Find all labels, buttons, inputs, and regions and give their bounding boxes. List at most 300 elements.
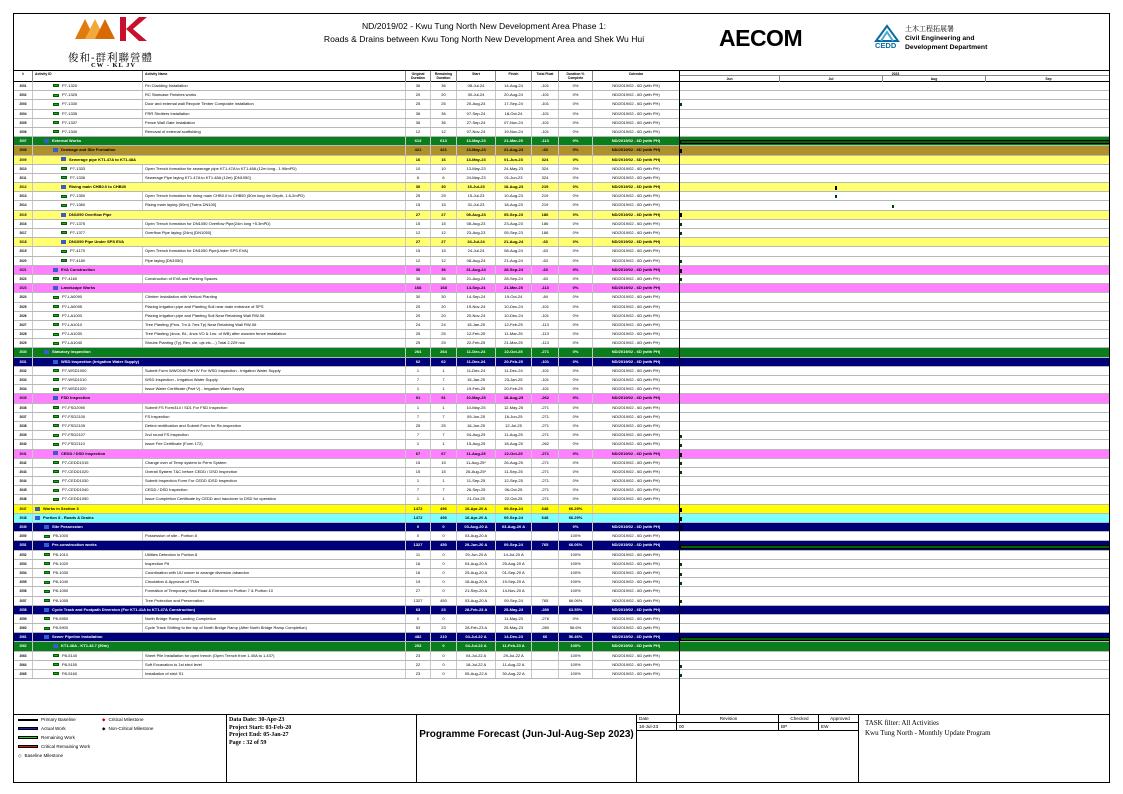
row-number: 2048 [14, 514, 33, 522]
title-line-1: ND/2019/02 - Kwu Tung North New Development Area Phase 1: [361, 21, 607, 31]
finish-date: 09-Sep-24 [496, 514, 532, 522]
activity-icon [53, 296, 59, 299]
percent-complete: 0% [559, 486, 593, 494]
finish-date: 09-Sep-24 [496, 505, 532, 513]
activity-name: Rising main laying (50m) [Twins DN100] [143, 201, 406, 209]
row-number: 2064 [14, 661, 33, 669]
original-duration: 482 [406, 633, 431, 641]
original-duration: 67 [406, 450, 431, 458]
total-float: -101 [532, 376, 559, 384]
total-float: -63 [532, 238, 559, 246]
activity-icon [53, 378, 59, 381]
percent-complete: 0% [559, 321, 593, 329]
activity-id-text: Portion 8 - Roads & Drains [43, 514, 94, 520]
col-total-float[interactable]: Total Float [532, 71, 559, 82]
percent-complete: 63.55% [559, 606, 593, 614]
activity-icon [44, 562, 50, 565]
percent-complete: 0% [559, 431, 593, 439]
finish-date: 12-Sep-25 [496, 477, 532, 485]
row-number: 2017 [14, 229, 33, 237]
start-date: 13-May-23 [457, 165, 496, 173]
activity-id-text: P7-CEDD1050 [62, 496, 89, 502]
activity-id-text: P7-4170 [70, 248, 86, 254]
col-remaining-duration[interactable]: Remaining Duration [431, 71, 457, 82]
activity-icon [53, 424, 59, 427]
timeline-month-jun: Jun [680, 76, 780, 82]
summary-bar[interactable] [680, 453, 682, 457]
percent-complete: 100% [559, 569, 593, 577]
summary-bar[interactable] [680, 149, 682, 153]
calendar: ND/2019/02 - 6D (with PH) [593, 303, 680, 311]
activity-icon [53, 489, 59, 492]
finish-date: 03-Aug-20 A [496, 523, 532, 531]
legend-label: Non-Critical Milestone [108, 726, 154, 731]
activity-name: CEDD / DSD Inspection [143, 486, 406, 494]
calendar: ND/2019/02 - 6D (with PH) [593, 100, 680, 108]
calendar: ND/2019/02 - 6D (with PH) [593, 348, 680, 356]
activity-name [143, 211, 406, 219]
percent-complete: 0% [559, 358, 593, 366]
total-float: -113 [532, 339, 559, 347]
wbs-icon [44, 350, 49, 354]
remaining-duration: 6 [431, 174, 457, 182]
finish-date: 12-May-25 [496, 404, 532, 412]
activity-bar[interactable] [680, 582, 682, 585]
total-float: -271 [532, 404, 559, 412]
finish-date: 11-May-23 [496, 615, 532, 623]
original-duration: 168 [406, 284, 431, 292]
calendar [593, 505, 680, 513]
start-date: 04-Jul-22 A [457, 642, 496, 650]
wbs-icon [44, 525, 49, 529]
percent-complete: 0% [559, 183, 593, 191]
activity-id-text: P8-5160 [62, 671, 78, 676]
activity-bar[interactable] [680, 462, 682, 465]
activity-id-text: P7-LA0090 [62, 294, 83, 300]
remaining-duration: 613 [431, 137, 457, 145]
total-float: -113 [532, 321, 559, 329]
activity-bar[interactable] [680, 674, 682, 677]
summary-bar[interactable] [680, 508, 682, 512]
activity-id [33, 551, 143, 559]
activity-id [33, 624, 143, 632]
activity-icon [61, 231, 67, 234]
original-duration: 36 [406, 275, 431, 283]
original-duration: 1472 [406, 505, 431, 513]
activity-bar[interactable] [680, 444, 682, 447]
summary-bar[interactable] [680, 269, 682, 273]
activity-id [33, 642, 143, 650]
start-date: 21-Aug-24 [457, 266, 496, 274]
calendar: ND/2019/02 - 6D (with PH) [593, 146, 680, 154]
finish-date: 21-Aug-24 [496, 238, 532, 246]
activity-icon [53, 461, 59, 464]
remaining-duration: 7 [431, 413, 457, 421]
remaining-duration: 0 [431, 551, 457, 559]
row-number: 2016 [14, 220, 33, 228]
summary-bar[interactable] [835, 186, 837, 190]
wbs-icon [53, 644, 58, 648]
percent-complete: 100% [559, 551, 593, 559]
activity-bar[interactable] [680, 435, 682, 438]
percent-complete: 0% [559, 394, 593, 402]
start-date: 28-Feb-23 A [457, 606, 496, 614]
start-date: 14-Sep-24 [457, 284, 496, 292]
activity-id-text: P7-CEDD1015 [62, 459, 89, 465]
calendar: ND/2019/02 - 6D (with PH) [593, 211, 680, 219]
calendar: ND/2019/02 - 6D (with PH) [593, 229, 680, 237]
percent-complete: 0% [559, 100, 593, 108]
calendar: ND/2019/02 - 6D (with PH) [593, 201, 680, 209]
remaining-duration: 12 [431, 257, 457, 265]
percent-complete: 0% [559, 495, 593, 503]
calendar: ND/2019/02 - 6D (with PH) [593, 321, 680, 329]
activity-bar[interactable] [680, 563, 682, 566]
activity-id-text: P7-1360 [70, 202, 86, 208]
diamond-outline-icon: ◇ [18, 753, 22, 758]
activity-id [33, 486, 143, 494]
activity-id [33, 165, 143, 173]
activity-id [33, 606, 196, 614]
activity-id [33, 211, 143, 219]
remaining-duration: 450 [431, 541, 457, 549]
activity-icon [53, 672, 59, 675]
start-date: 19-Nov-24 [457, 303, 496, 311]
percent-complete: 0% [559, 615, 593, 623]
activity-icon [44, 599, 50, 602]
total-float: -101 [532, 119, 559, 127]
activity-icon [53, 94, 59, 97]
remaining-duration: 30 [431, 183, 457, 191]
start-date: 05-Aug-22 A [457, 670, 496, 678]
start-date [457, 615, 496, 623]
activity-name [143, 505, 406, 513]
summary-bar[interactable] [680, 545, 1110, 549]
activity-bar[interactable] [835, 195, 837, 198]
activity-id-text: P8-1010 [53, 551, 69, 557]
activity-icon [53, 369, 59, 372]
calendar: ND/2019/02 - 6D (with PH) [593, 642, 680, 650]
activity-id-text: P8-5900 [53, 625, 69, 631]
remaining-duration: 20 [431, 91, 457, 99]
remaining-duration: 0 [431, 523, 457, 531]
calendar: ND/2019/02 - 6D (with PH) [593, 523, 680, 531]
finish-date: 29-Jul-22 A [496, 652, 532, 660]
finish-date: 20-Feb-25 [496, 358, 532, 366]
remaining-duration: 496 [431, 505, 457, 513]
original-duration: 16 [406, 569, 431, 577]
total-float: -113 [532, 284, 559, 292]
start-date: 30-Jul-24 [457, 91, 496, 99]
activity-bar[interactable] [680, 103, 682, 106]
summary-bar[interactable] [680, 637, 1110, 641]
activity-bar[interactable] [680, 260, 682, 263]
activity-name [143, 348, 406, 356]
remaining-duration: 1 [431, 440, 457, 448]
col-original-duration[interactable]: Original Duration [406, 71, 431, 82]
finish-date: 11-Dec-24 [496, 367, 532, 375]
legend-label: Critical Milestone [108, 717, 144, 722]
original-duration: 19 [406, 578, 431, 586]
legend-swatch-icon [18, 719, 38, 721]
logo-cn-text: 俊和-群利聯營體 [68, 52, 154, 64]
cedd-logo [874, 23, 1014, 59]
activity-name: Open Trench formation for rising main CHB0.0 to CHB50 (50m long 4m Depth, 1.6-2mPD) [143, 192, 406, 200]
wbs-icon [35, 507, 40, 511]
finish-date: 26-Aug-25 [496, 459, 532, 467]
percent-complete: 56.6% [559, 624, 593, 632]
activity-id [33, 450, 143, 458]
original-duration: 11 [406, 551, 431, 559]
remaining-duration: 20 [431, 312, 457, 320]
col-calendar[interactable]: Calendar [593, 71, 680, 82]
wbs-icon [44, 543, 49, 547]
activity-name: Placing irrigation pipe and Planting Soil Near Retaining Wall RW-06 [143, 312, 406, 320]
percent-complete: 0% [559, 119, 593, 127]
row-number: 2036 [14, 404, 33, 412]
activity-id-text: P8-1055 [53, 597, 69, 603]
start-date: 21-Sep-20 A [457, 587, 496, 595]
activity-icon [53, 314, 59, 317]
summary-bar[interactable] [680, 213, 682, 217]
row-number: 2060 [14, 624, 33, 632]
activity-bar[interactable] [680, 232, 682, 235]
remaining-duration: 450 [431, 597, 457, 605]
calendar: ND/2019/02 - 6D (with PH) [593, 532, 680, 540]
finish-date: 11-Feb-23 A [496, 642, 532, 650]
rev-h-date: Date [637, 715, 677, 722]
col-duration-complete[interactable]: Duration % Complete [559, 71, 593, 82]
total-float: -63 [532, 275, 559, 283]
start-date: 21-Aug-24 [457, 275, 496, 283]
percent-complete: 0% [559, 477, 593, 485]
activity-id [33, 569, 143, 577]
activity-bar[interactable] [680, 665, 682, 668]
activity-icon [53, 654, 59, 657]
percent-complete: 0% [559, 413, 593, 421]
finish-date: 10-Aug-23 [496, 192, 532, 200]
activity-name: Possession of site - Portion 8 [143, 532, 406, 540]
activity-id-text: P8-5150 [62, 661, 78, 667]
activity-id-text: P7-1320 [62, 83, 78, 88]
schedule-page [13, 13, 1110, 783]
remaining-duration: 36 [431, 275, 457, 283]
total-float: 324 [532, 165, 559, 173]
start-date: 20-Aug-24 [457, 100, 496, 108]
remaining-duration: 210 [431, 633, 457, 641]
activity-bar[interactable] [680, 600, 682, 603]
summary-bar[interactable] [680, 517, 682, 521]
calendar: ND/2019/02 - 6D (with PH) [593, 560, 680, 568]
col-start[interactable]: Start [457, 71, 496, 82]
activity-id [33, 578, 143, 586]
percent-complete: 100% [559, 670, 593, 678]
total-float: -101 [532, 128, 559, 136]
original-duration: 36 [406, 82, 431, 90]
remaining-duration: 0 [431, 587, 457, 595]
calendar: ND/2019/02 - 6D (with PH) [593, 597, 680, 605]
activity-icon [53, 443, 59, 446]
activity-id [33, 192, 143, 200]
activity-name: Defect rectification and Submit Form for Re-inspection [143, 422, 406, 430]
activity-id [33, 229, 143, 237]
total-float: 186 [532, 229, 559, 237]
rev-number: 00 [677, 723, 779, 730]
original-duration: 30 [406, 293, 431, 301]
start-date: 15-Jan-25 [457, 321, 496, 329]
activity-id [33, 119, 143, 127]
finish-date: 25-Aug-20 A [496, 560, 532, 568]
activity-bar[interactable] [680, 223, 682, 226]
start-date: 11-Dec-24 [457, 358, 496, 366]
activity-icon [44, 571, 50, 574]
row-number: 2014 [14, 201, 33, 209]
percent-complete: 0% [559, 385, 593, 393]
activity-bar[interactable] [680, 471, 682, 474]
activity-icon [53, 277, 59, 280]
row-number: 2061 [14, 633, 33, 641]
activity-id-text: P8-1030 [53, 569, 69, 575]
start-date: 11-Dec-24 [457, 367, 496, 375]
activity-icon [44, 617, 50, 620]
col-num: # [14, 71, 33, 82]
timeline-month-sep: Sep [1045, 77, 1052, 81]
original-duration: 7 [406, 486, 431, 494]
original-duration: 7 [406, 376, 431, 384]
row-number: 2056 [14, 587, 33, 595]
total-float: -271 [532, 431, 559, 439]
original-duration: 0 [406, 532, 431, 540]
row-number: 2040 [14, 440, 33, 448]
original-duration: 23 [406, 652, 431, 660]
calendar: ND/2019/02 - 6D (with PH) [593, 247, 680, 255]
calendar: ND/2019/02 - 6D (with PH) [593, 587, 680, 595]
finish-date: 18-Aug-25 [496, 394, 532, 402]
percent-complete: 0% [559, 312, 593, 320]
activity-icon [53, 434, 59, 437]
activity-id [33, 100, 143, 108]
percent-complete: 0% [559, 348, 593, 356]
remaining-duration: 1 [431, 385, 457, 393]
original-duration: 12 [406, 257, 431, 265]
legend-remaining-work [18, 735, 75, 740]
activity-id [33, 82, 143, 90]
remaining-duration: 264 [431, 348, 457, 356]
rev-h-checked: Checked [779, 715, 819, 722]
remaining-duration: 7 [431, 431, 457, 439]
col-activity-id[interactable]: Activity ID [33, 71, 143, 82]
activity-name: Utilities Detection in Portion 8 [143, 551, 406, 559]
percent-complete: 0% [559, 165, 593, 173]
activity-id-text: P7-FSD2107 [62, 432, 86, 438]
original-duration: 613 [406, 137, 431, 145]
activity-bar[interactable] [892, 205, 894, 208]
start-date: 08-Aug-24 [457, 257, 496, 265]
activity-name: Construction of EVA and Parking Spaces [143, 275, 406, 283]
activity-icon [53, 130, 59, 133]
calendar: ND/2019/02 - 6D (with PH) [593, 330, 680, 338]
start-date: 20-Nov-24 [457, 312, 496, 320]
total-float: -271 [532, 413, 559, 421]
total-float [532, 523, 559, 531]
activity-name: 2nd round FS Inspection [143, 431, 406, 439]
start-date: 08-Jul-24 [457, 82, 496, 90]
activity-id-text: P7-1337 [62, 119, 78, 125]
start-date: 26-Sep-25 [457, 486, 496, 494]
activity-bar[interactable] [680, 278, 682, 281]
remaining-duration: 15 [431, 201, 457, 209]
start-date: 31-Jul-23 [457, 201, 496, 209]
total-float [532, 569, 559, 577]
original-duration: 1327 [406, 597, 431, 605]
remaining-duration: 0 [431, 652, 457, 660]
finish-date: 01-Jun-23 [496, 174, 532, 182]
activity-name: Tree Planting (4nos. BL, 4nos VO & 1no. of WB) after wooden fence installation [143, 330, 406, 338]
col-activity-name[interactable]: Activity Name [143, 71, 406, 82]
start-date: 24-Jul-24 [457, 238, 496, 246]
activity-id [33, 137, 143, 145]
wbs-icon [61, 185, 66, 189]
col-finish[interactable]: Finish [496, 71, 532, 82]
finish-date: 20-Feb-25 [496, 385, 532, 393]
total-float: 186 [532, 220, 559, 228]
total-float: -63 [532, 247, 559, 255]
activity-name: Cycle Track Shifting to the top of North Bridge Ramp (After North Bridge Ramp Completion) [143, 624, 406, 632]
start-date: 24-May-23 [457, 174, 496, 182]
row-number: 2047 [14, 505, 33, 513]
finish-date: 28-Sep-24 [496, 275, 532, 283]
remaining-duration: 36 [431, 266, 457, 274]
row-number: 2033 [14, 376, 33, 384]
finish-date: 19-Sep-20 A [496, 578, 532, 586]
row-number: 2010 [14, 165, 33, 173]
activity-id-text: P7-WSD1000 [62, 367, 87, 373]
finish-date: 09-Sep-24 [496, 597, 532, 605]
remaining-duration: 0 [431, 569, 457, 577]
original-duration: 421 [406, 146, 431, 154]
activity-bar[interactable] [680, 573, 682, 576]
activity-id-text: P7-1335 [62, 110, 78, 116]
row-number: 2034 [14, 385, 33, 393]
start-date: 12-Feb-25 [457, 330, 496, 338]
activity-id [33, 394, 143, 402]
activity-name [143, 642, 406, 650]
cedd-abbr: CEDD [875, 41, 897, 50]
original-duration: 203 [406, 642, 431, 650]
activity-icon [44, 627, 50, 630]
legend [14, 715, 227, 783]
summary-bar[interactable] [680, 140, 1110, 144]
activity-name: Installation of strut S1 [143, 670, 406, 678]
total-float [532, 551, 559, 559]
row-number: 2009 [14, 156, 33, 164]
original-duration: 1 [406, 385, 431, 393]
activity-id-text: DN1050 Pipe Under SPS EVA [69, 239, 125, 245]
finish-date: 24-May-23 [496, 165, 532, 173]
program-name: Kwu Tung North - Monthly Update Program [865, 729, 991, 737]
wbs-icon [53, 148, 58, 152]
percent-complete: 0% [559, 367, 593, 375]
remaining-duration: 0 [431, 642, 457, 650]
cedd-en-2: Development Department [905, 44, 988, 51]
total-float: 186 [532, 211, 559, 219]
summary-bar[interactable] [680, 526, 682, 530]
row-number: 2054 [14, 569, 33, 577]
percent-complete: 0% [559, 110, 593, 118]
activity-id [33, 459, 143, 467]
remaining-duration: 36 [431, 82, 457, 90]
finish-date: 28-Sep-24 [496, 266, 532, 274]
